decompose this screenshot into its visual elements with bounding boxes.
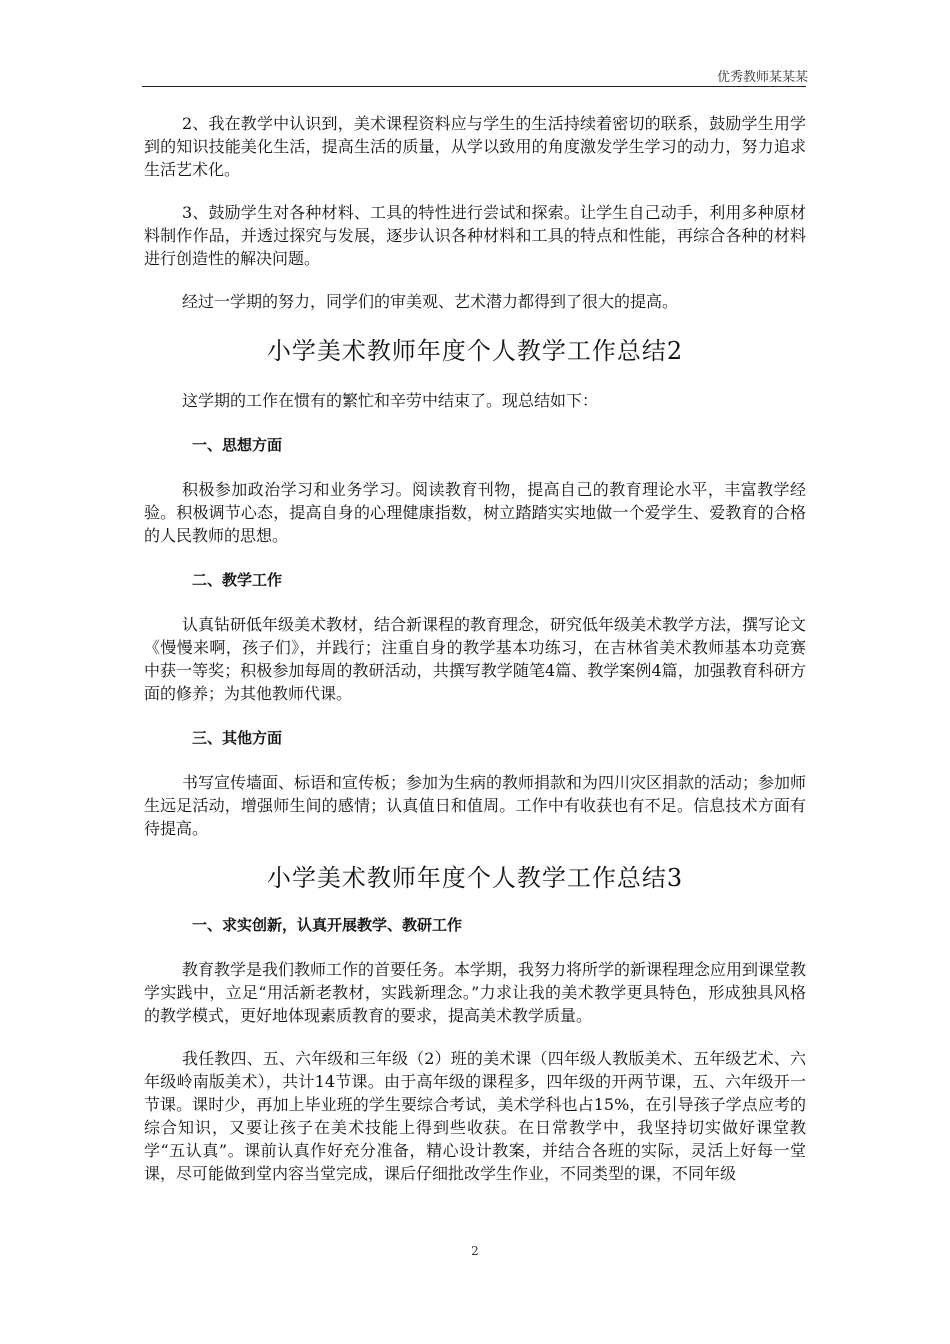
paragraph-thought: 积极参加政治学习和业务学习。阅读教育刊物，提高自己的教育理论水平，丰富教学经验。积极调节心态，提高自身的心理健康指数，树立踏踏实实地做一个爱学生、爱教育的合格的人民教师的思想。 (144, 480, 806, 545)
paragraph-summary2-intro: 这学期的工作在惯有的繁忙和辛劳中结束了。现总结如下： (182, 391, 599, 410)
document-body (144, 112, 806, 1185)
section-title-summary-2: 小学美术教师年度个人教学工作总结2 (266, 337, 684, 365)
heading-teaching-work: 二、教学工作 (192, 571, 283, 589)
heading-innovation: 一、求实创新，认真开展教学、教研工作 (192, 916, 463, 934)
paragraph-prev-3: 3、鼓励学生对各种材料、工具的特性进行尝试和探索。让学生自己动手，利用多种原材料制作作品，并透过探究与发展，逐步认识各种材料和工具的特点和性能，再综合各种的材料进行创造性的解决问题。 (144, 203, 806, 268)
page-header-author: 优秀教师某某某 (716, 70, 808, 85)
heading-thought: 一、思想方面 (192, 436, 283, 454)
header-divider (142, 86, 806, 87)
paragraph-prev-2: 2、我在教学中认识到，美术课程资料应与学生的生活持续着密切的联系，鼓励学生用学到的知识技能美化生活，提高生活的质量，从学以致用的角度激发学生学习的动力，努力追求生活艺术化。 (144, 114, 806, 179)
paragraph-other: 书写宣传墙面、标语和宣传板；参加为生病的教师捐款和为四川灾区捐款的活动；参加师生远足活动，增强师生间的感情；认真值日和值周。工作中有收获也有不足。信息技术方面有待提高。 (144, 773, 807, 838)
paragraph-classes: 我任教四、五、六年级和三年级（2）班的美术课（四年级人教版美术、五年级艺术、六年级岭南版美术），共计14节课。由于高年级的课程多，四年级的开两节课，五、六年级开一节课。课时少，再加上毕业班的学生要综合考试，美术学科也占15%，在引导孩子学点应考的综合知识，又要让孩子在美术技能上得到些收获。在日常教学中，我坚持切实做好课堂教学“五认真”。课前认真作好充分准备，精心设计教案，并结合各班的实际，灵活上好每一堂课，尽可能做到堂内容当堂完成，课后仔细批改学生作业，不同类型的课，不同年级 (144, 1049, 806, 1183)
paragraph-prev-4: 经过一学期的努力，同学们的审美观、艺术潜力都得到了很大的提高。 (182, 292, 679, 311)
heading-other: 三、其他方面 (192, 729, 283, 747)
paragraph-teaching-work: 认真钻研低年级美术教材，结合新课程的教育理念，研究低年级美术教学方法，撰写论文《慢慢来啊，孩子们》，并践行；注重自身的教学基本功练习，在吉林省美术教师基本功竞赛中获一等奖；积极参加每周的教研活动，共撰写教学随笔4篇、教学案例4篇，加强教育科研方面的修养；为其他教师代课。 (144, 615, 807, 703)
page-number: 2 (471, 1244, 479, 1258)
section-title-summary-3: 小学美术教师年度个人教学工作总结3 (266, 864, 684, 892)
paragraph-innovation: 教育教学是我们教师工作的首要任务。本学期，我努力将所学的新课程理念应用到课堂教学实践中，立足“用活新老教材，实践新理念。”力求让我的美术教学更具特色，形成独具风格的教学模式，更好地体现素质教育的要求，提高美术教学质量。 (144, 960, 807, 1025)
